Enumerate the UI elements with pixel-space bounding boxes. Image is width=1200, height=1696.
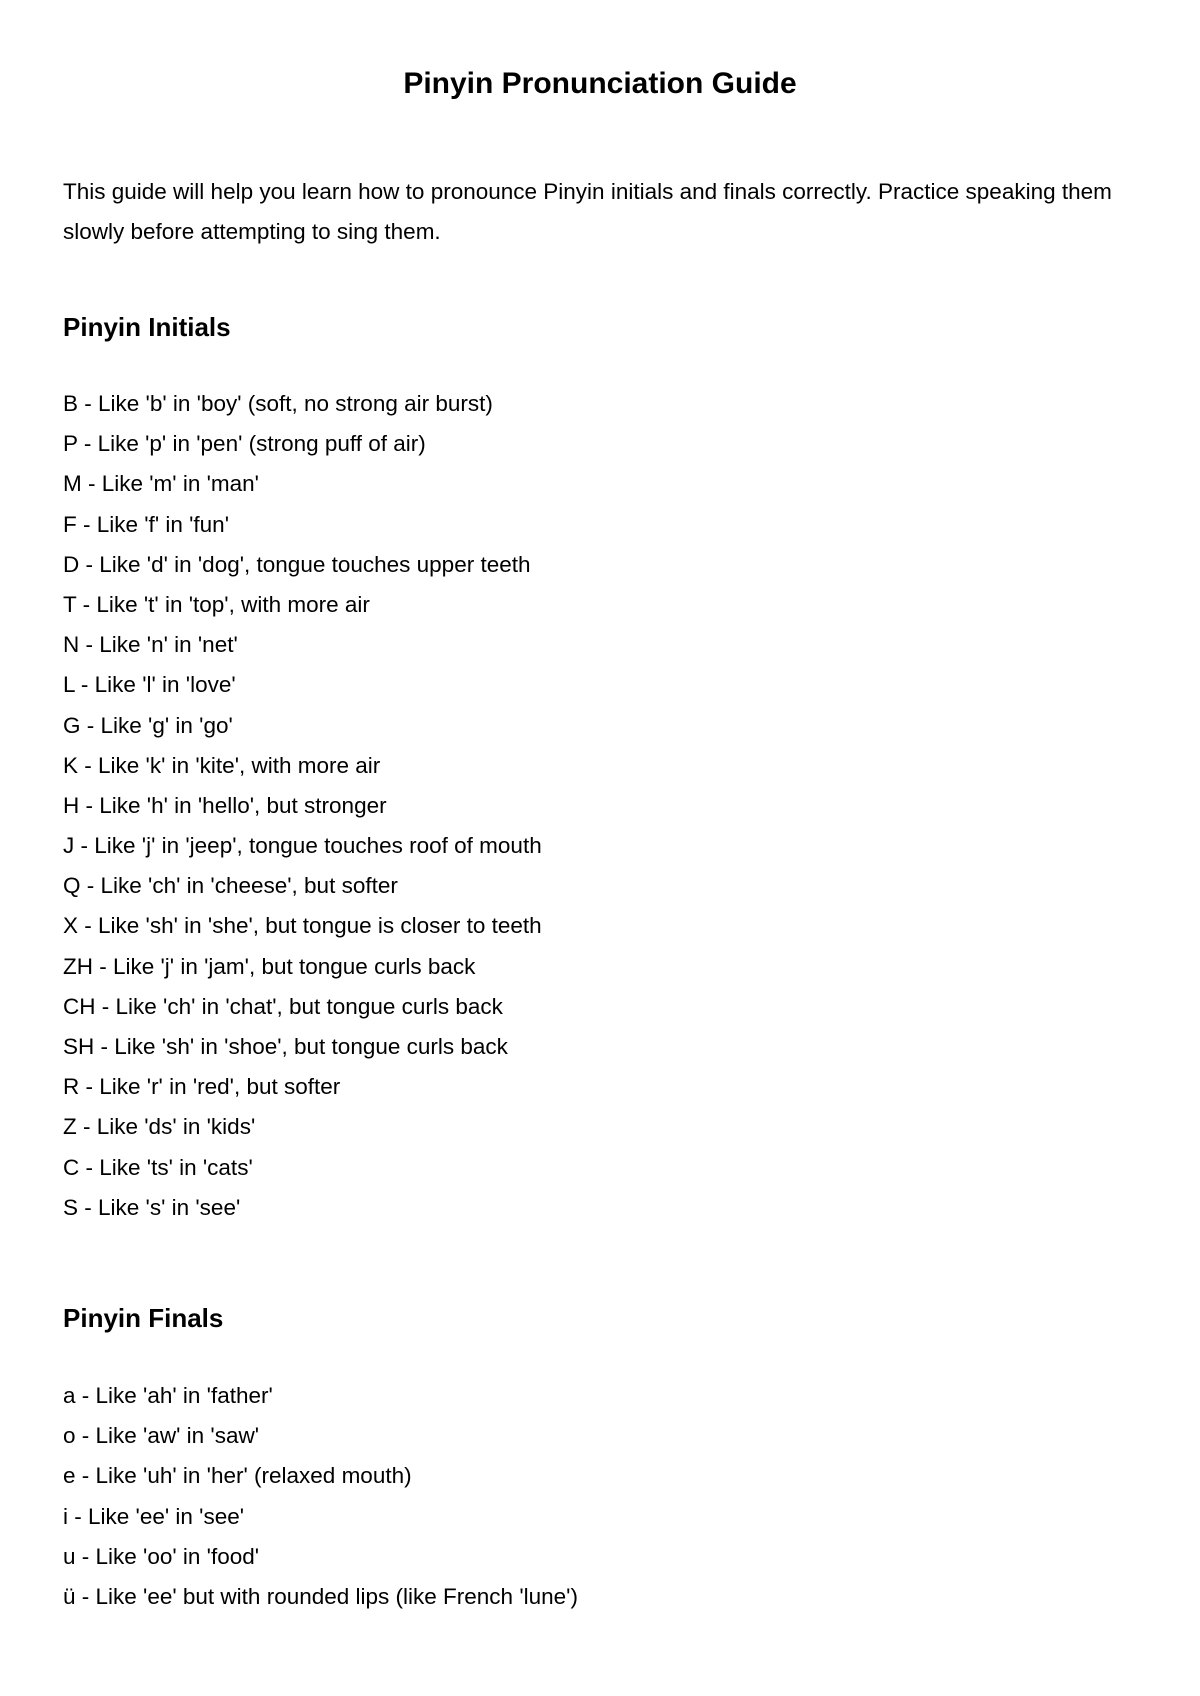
- initials-list-item: SH - Like 'sh' in 'shoe', but tongue curls back: [63, 1034, 508, 1059]
- initials-list-item: P - Like 'p' in 'pen' (strong puff of air): [63, 431, 426, 457]
- initials-list-item: C - Like 'ts' in 'cats': [63, 1154, 253, 1180]
- initials-list-item: T - Like 't' in 'top', with more air: [63, 591, 370, 617]
- finals-list-item: ü - Like 'ee' but with rounded lips (like French 'lune'): [63, 1583, 578, 1609]
- finals-list-item: a - Like 'ah' in 'father': [63, 1383, 273, 1408]
- initials-list-item: J - Like 'j' in 'jeep', tongue touches roof of mouth: [63, 833, 542, 859]
- finals-heading: Pinyin Finals: [63, 1303, 224, 1333]
- initials-list-item: K - Like 'k' in 'kite', with more air: [63, 752, 381, 778]
- initials-list-item: G - Like 'g' in 'go': [63, 712, 233, 738]
- initials-heading: Pinyin Initials: [63, 312, 231, 342]
- initials-list-item: F - Like 'f' in 'fun': [63, 511, 229, 537]
- initials-list-item: ZH - Like 'j' in 'jam', but tongue curls back: [63, 953, 476, 979]
- initials-list-item: CH - Like 'ch' in 'chat', but tongue curls back: [63, 993, 503, 1019]
- finals-list-item: o - Like 'aw' in 'saw': [63, 1423, 260, 1449]
- intro-paragraph: This guide will help you learn how to pronounce Pinyin initials and finals correctly. Practice speaking them slowly before attempting to sing them.: [63, 179, 1112, 244]
- initials-list: [63, 384, 542, 1228]
- initials-list-item: S - Like 's' in 'see': [63, 1194, 241, 1220]
- initials-list-item: D - Like 'd' in 'dog', tongue touches upper teeth: [63, 551, 531, 577]
- initials-list-item: H - Like 'h' in 'hello', but stronger: [63, 792, 387, 818]
- finals-list: [63, 1376, 578, 1617]
- initials-list-item: M - Like 'm' in 'man': [63, 471, 259, 497]
- initials-list-item: R - Like 'r' in 'red', but softer: [63, 1074, 341, 1100]
- initials-list-item: Q - Like 'ch' in 'cheese', but softer: [63, 873, 398, 899]
- finals-list-item: i - Like 'ee' in 'see': [63, 1503, 245, 1529]
- finals-list-item: e - Like 'uh' in 'her' (relaxed mouth): [63, 1463, 412, 1489]
- initials-list-item: X - Like 'sh' in 'she', but tongue is closer to teeth: [63, 913, 542, 939]
- initials-list-item: Z - Like 'ds' in 'kids': [63, 1114, 256, 1140]
- initials-list-item: N - Like 'n' in 'net': [63, 632, 238, 658]
- initials-list-item: B - Like 'b' in 'boy' (soft, no strong air burst): [63, 391, 493, 416]
- initials-list-item: L - Like 'l' in 'love': [63, 672, 236, 698]
- page-title: Pinyin Pronunciation Guide: [403, 67, 797, 100]
- finals-list-item: u - Like 'oo' in 'food': [63, 1543, 260, 1569]
